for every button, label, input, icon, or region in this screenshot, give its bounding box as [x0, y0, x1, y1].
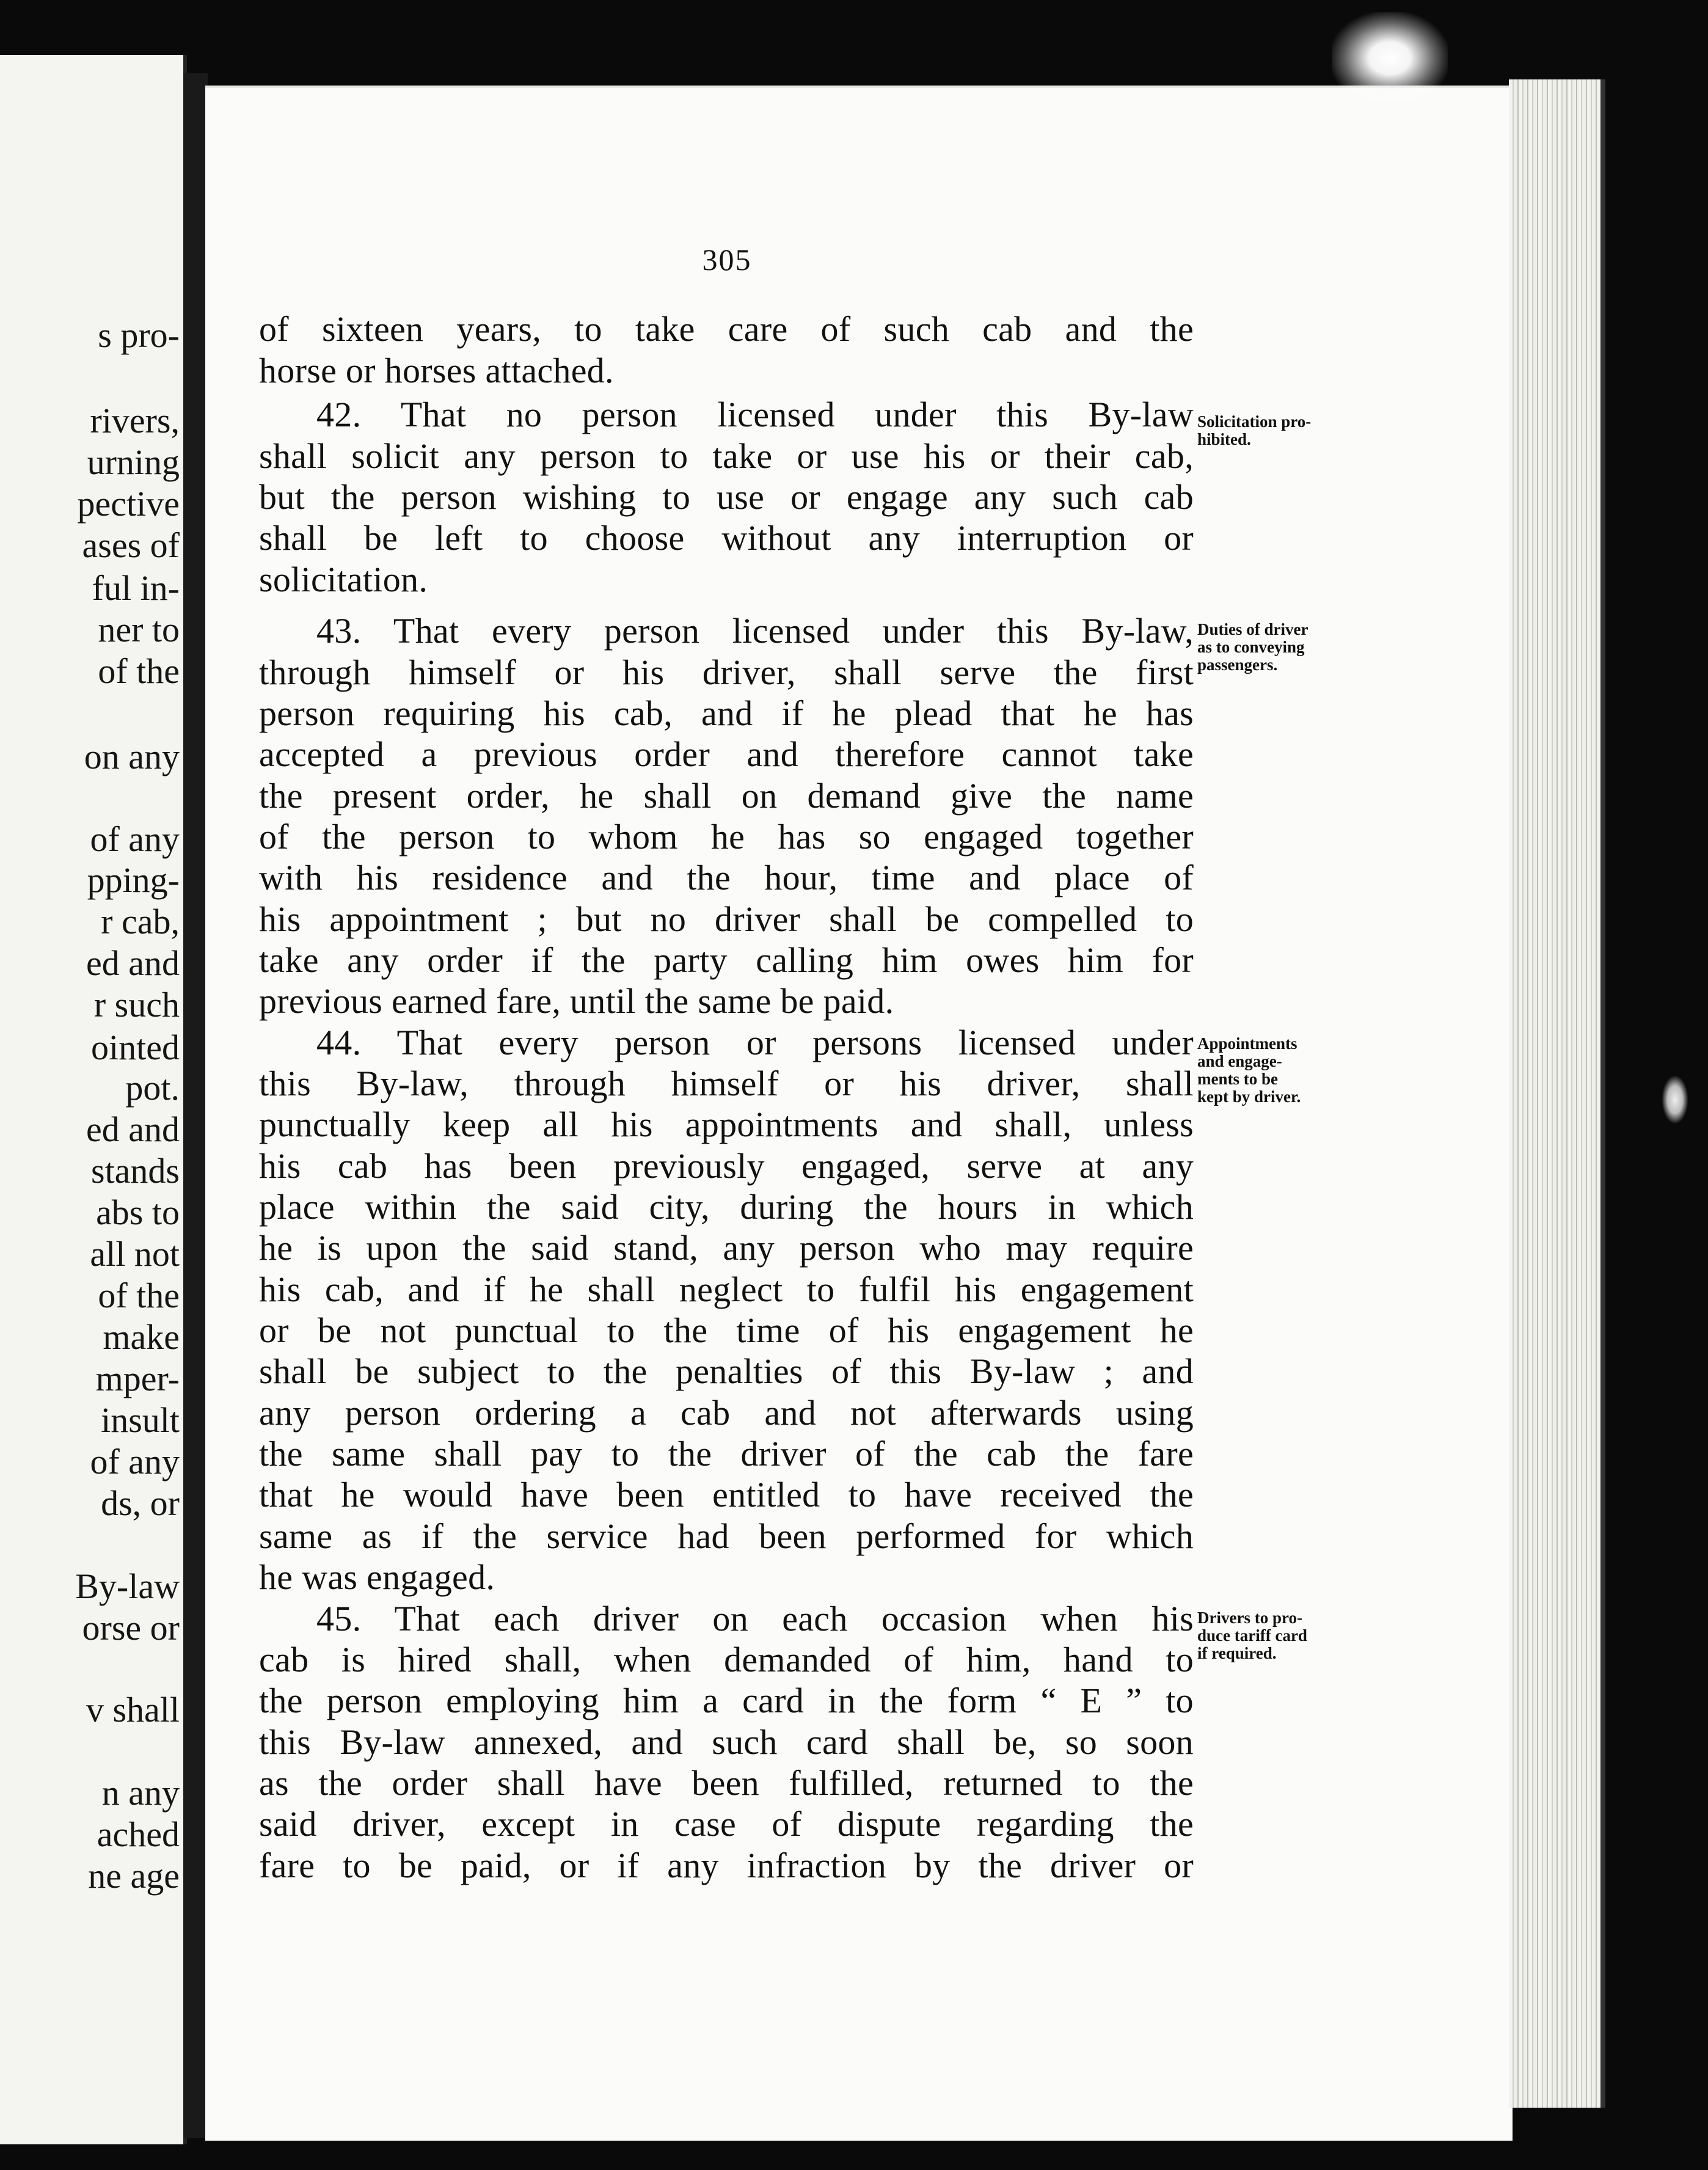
text-line: shall be subject to the penalties of this By-law ; and	[259, 1351, 1194, 1391]
facing-page-fragment: of any	[90, 819, 180, 859]
text-line: the present order, he shall on demand give the name	[259, 776, 1194, 816]
text-line: horse or horses attached.	[259, 351, 614, 390]
facing-page-fragment: ed and	[86, 943, 180, 983]
text-line: punctually keep all his appointments and shall, unless	[259, 1105, 1194, 1144]
text-line: as the order shall have been fulfilled, returned to the	[259, 1763, 1194, 1803]
facing-page-fragment: pping-	[87, 860, 180, 900]
margin-note-line: Duties of driver	[1197, 620, 1308, 638]
facing-page-fragment: pot.	[125, 1068, 180, 1108]
facing-page-fragment: pective	[77, 484, 180, 524]
facing-page-fragment: urning	[87, 442, 180, 482]
facing-page-fragment: of any	[90, 1442, 180, 1481]
facing-page-fragment: stands	[91, 1151, 180, 1191]
text-line: the person employing him a card in the form “ E ” to	[259, 1681, 1194, 1720]
text-line: shall be left to choose without any interruption or	[259, 518, 1194, 558]
text-line: solicitation.	[259, 560, 428, 599]
facing-page-fragment: abs to	[96, 1193, 180, 1232]
facing-page-fragment: rivers,	[90, 401, 180, 440]
text-line: this By-law annexed, and such card shall be, so soon	[259, 1722, 1194, 1762]
scan-speck	[1662, 1075, 1688, 1124]
margin-note-line: hibited.	[1197, 430, 1251, 448]
facing-page-fragment: ner to	[98, 610, 180, 649]
text-line: with his residence and the hour, time and place of	[259, 858, 1194, 897]
facing-page-fragment: n any	[101, 1773, 180, 1813]
margin-note-line: Appointments	[1197, 1034, 1297, 1053]
text-line: 42. That no person licensed under this By-law	[316, 395, 1194, 434]
text-line: place within the said city, during the hours in which	[259, 1187, 1194, 1227]
margin-note-line: and engage-	[1197, 1052, 1282, 1070]
facing-page-edge	[0, 55, 187, 2144]
text-line: accepted a previous order and therefore cannot take	[259, 734, 1194, 774]
facing-page-fragment: By-law	[75, 1566, 180, 1606]
facing-page-fragment: r cab,	[101, 902, 180, 941]
facing-page-fragment: s pro-	[98, 315, 180, 355]
text-line: 45. That each driver on each occasion when his	[316, 1599, 1194, 1638]
facing-page-fragment: ases of	[82, 525, 180, 565]
text-line: take any order if the party calling him owes him for	[259, 940, 1194, 980]
facing-page-fragment: ed and	[86, 1109, 180, 1149]
text-line: previous earned fare, until the same be paid.	[259, 981, 894, 1021]
text-line: he was engaged.	[259, 1557, 495, 1597]
facing-page-fragment: make	[103, 1317, 180, 1357]
margin-note-line: Drivers to pro-	[1197, 1609, 1302, 1627]
margin-note-line: kept by driver.	[1197, 1087, 1301, 1106]
margin-note-line: passengers.	[1197, 656, 1278, 674]
scan-light-flare	[1332, 12, 1448, 104]
text-line: 44. That every person or persons licensed under	[316, 1023, 1194, 1062]
text-line: his cab, and if he shall neglect to fulfil his engagement	[259, 1269, 1194, 1309]
text-line: person requiring his cab, and if he plead that he has	[259, 693, 1194, 733]
text-line: but the person wishing to use or engage any such cab	[259, 477, 1194, 517]
margin-note-line: if required.	[1197, 1644, 1277, 1662]
page-stack-edge	[1509, 79, 1605, 2108]
text-line: said driver, except in case of dispute regarding the	[259, 1804, 1194, 1844]
text-line: this By-law, through himself or his driver, shall	[259, 1064, 1194, 1103]
facing-page-fragment: orse or	[82, 1608, 180, 1648]
text-line: of the person to whom he has so engaged together	[259, 817, 1194, 857]
facing-page-fragment: ful in-	[92, 568, 180, 608]
facing-page-fragment: insult	[101, 1400, 180, 1440]
margin-note-line: ments to be	[1197, 1070, 1278, 1088]
facing-page-fragment: of the	[98, 651, 180, 691]
page-number: 305	[702, 243, 752, 277]
facing-page-fragment: ds, or	[101, 1483, 180, 1523]
text-line: through himself or his driver, shall serve the first	[259, 652, 1194, 692]
text-line: 43. That every person licensed under this By-law,	[316, 611, 1194, 651]
text-line: of sixteen years, to take care of such cab and the	[259, 309, 1194, 349]
margin-note-line: Solicitation pro-	[1197, 412, 1312, 431]
margin-note-line: duce tariff card	[1197, 1626, 1307, 1645]
text-line: his cab has been previously engaged, serve at any	[259, 1146, 1194, 1186]
text-line: shall solicit any person to take or use his or their cab,	[259, 436, 1194, 476]
facing-page-fragment: ne age	[88, 1856, 180, 1896]
text-line: that he would have been entitled to have received the	[259, 1475, 1194, 1514]
facing-page-fragment: on any	[84, 737, 180, 776]
text-line: same as if the service had been performed for which	[259, 1516, 1194, 1556]
margin-note-line: as to conveying	[1197, 638, 1305, 656]
text-line: cab is hired shall, when demanded of him, hand to	[259, 1640, 1194, 1679]
facing-page-fragment: v shall	[86, 1690, 180, 1730]
facing-page-fragment: mper-	[95, 1359, 180, 1398]
facing-page-fragment: r such	[93, 985, 180, 1025]
text-line: any person ordering a cab and not afterwards using	[259, 1393, 1194, 1433]
facing-page-fragment: all not	[90, 1234, 180, 1274]
book-gutter	[183, 73, 208, 2138]
text-line: his appointment ; but no driver shall be compelled to	[259, 899, 1194, 939]
facing-page-fragment: ointed	[91, 1028, 180, 1067]
text-line: the same shall pay to the driver of the cab the fare	[259, 1434, 1194, 1474]
text-line: or be not punctual to the time of his engagement he	[259, 1310, 1194, 1350]
text-line: fare to be paid, or if any infraction by the driver or	[259, 1846, 1194, 1885]
facing-page-fragment: of the	[98, 1276, 180, 1315]
text-line: he is upon the said stand, any person who may require	[259, 1228, 1194, 1268]
facing-page-fragment: ached	[97, 1814, 180, 1854]
